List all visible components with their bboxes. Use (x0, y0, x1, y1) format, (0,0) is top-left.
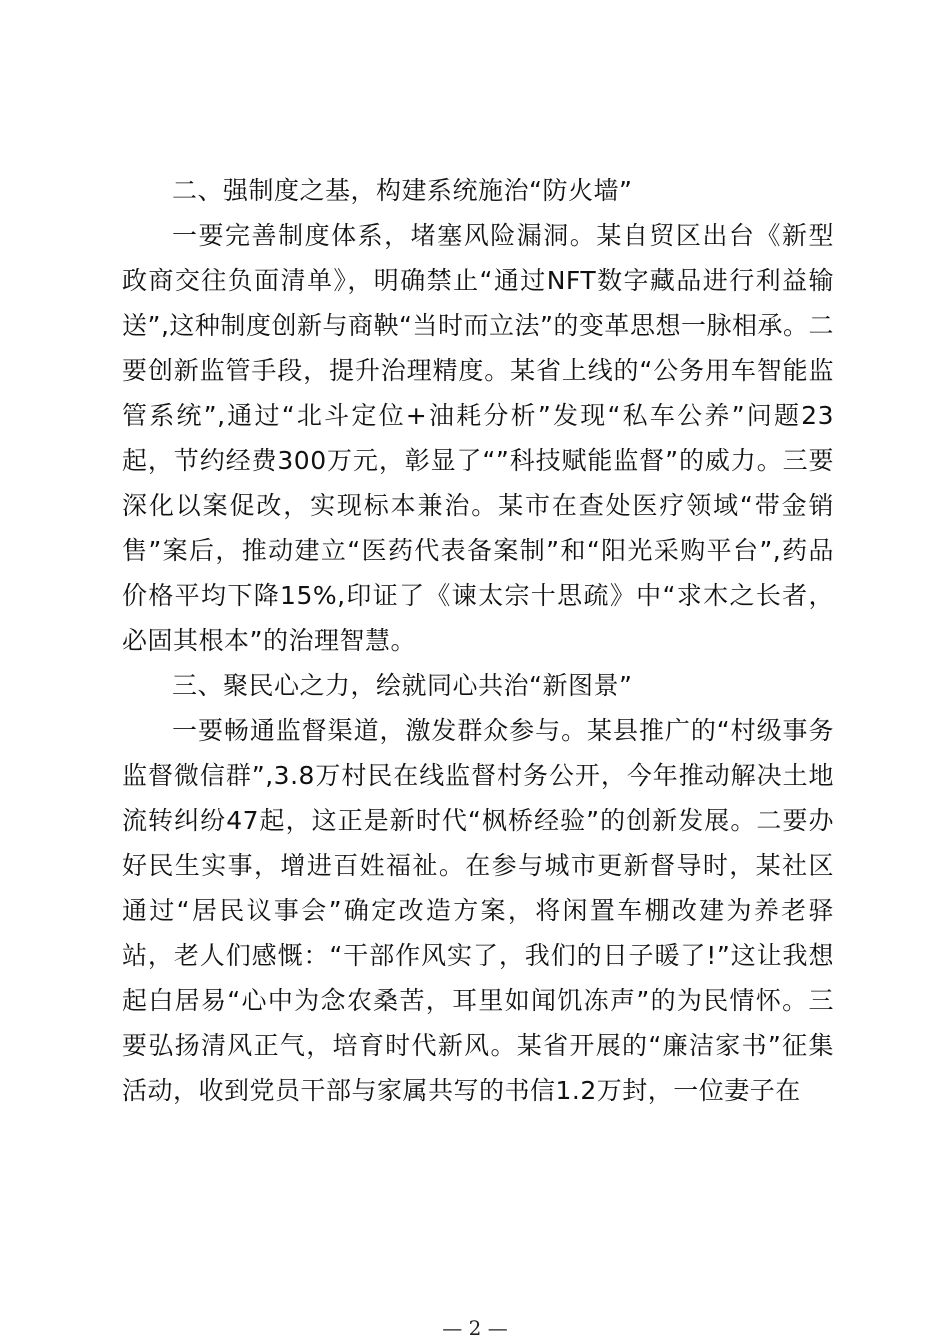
section-3-paragraph: 一要畅通监督渠道，激发群众参与。某县推广的“村级事务监督微信群”,3.8万村民在线监督村务公开，今年推动解决土地流转纠纷47起，这正是新时代“枫桥经验”的创新发展。二要办好民生实事，增进百姓福祉。在参与城市更新督导时，某社区通过“居民议事会”确定改造方案，将闲置车棚改建为养老驿站，老人们感慨：“干部作风实了，我们的日子暖了!”这让我想起白居易“心中为念农桑苦，耳里如闻饥冻声”的为民情怀。三要弘扬清风正气，培育时代新风。某省开展的“廉洁家书”征集活动，收到党员干部与家属共写的书信1.2万封，一位妻子在 (122, 716, 834, 1105)
page-number: — 2 — (442, 1316, 508, 1340)
section-2-paragraph: 一要完善制度体系，堵塞风险漏洞。某自贸区出台《新型政商交往负面清单》，明确禁止“通过NFT数字藏品进行利益输送”,这种制度创新与商鞅“当时而立法”的变革思想一脉相承。二要创新监管手段，提升治理精度。某省上线的“公务用车智能监管系统”,通过“北斗定位+油耗分析”发现“私车公养”问题23起，节约经费300万元，彰显了“”科技赋能监督”的威力。三要深化以案促改，实现标本兼治。某市在查处医疗领域“带金销售”案后，推动建立“医药代表备案制”和“阳光采购平台”,药品价格平均下降15%,印证了《谏太宗十思疏》中“求木之长者，必固其根本”的治理智慧。 (122, 221, 834, 655)
section-heading-3: 三、聚民心之力，绘就同心共治“新图景” (172, 671, 633, 700)
document-body (122, 168, 834, 1113)
section-heading-2: 二、强制度之基，构建系统施治“防火墙” (172, 176, 633, 205)
